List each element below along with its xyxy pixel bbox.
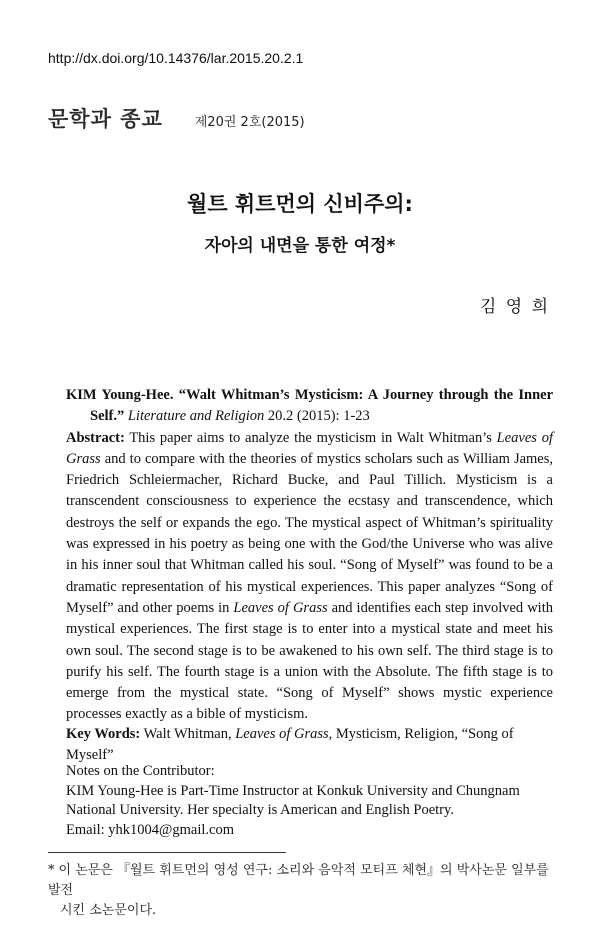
citation-title: “Walt Whitman’s Mysticism: A Journey through the Inner Self.” (90, 387, 554, 425)
contributor-heading: Notes on the Contributor: (66, 763, 215, 779)
contributor-line-2: National University. Her specialty is American and English Poetry. (66, 802, 454, 818)
contributor-notes (66, 762, 553, 840)
journal-header (48, 103, 305, 133)
keywords-part-2: , Mysticism, Religion, “Song of Myself” (66, 726, 514, 763)
abstract-italic-2: Leaves of Grass (233, 599, 328, 616)
doi-link[interactable]: http://dx.doi.org/10.14376/lar.2015.20.2.1 (48, 50, 304, 66)
citation-author: KIM Young-Hee. (66, 387, 174, 403)
journal-name: 문학과 종교 (48, 106, 163, 131)
footnote-divider (48, 852, 286, 853)
abstract-label: Abstract: (66, 429, 125, 446)
author-name: 김 영 희 (479, 297, 550, 317)
abstract-part-2: and to compare with the theories of mystics scholars such as William James, Friedrich Schleiermacher, Richard Bucke, and Paul Tillich. Mysticism is a transcendent consciousness to experience the ecstasy and transcendence, which destroys the self or expands the ego. The mystical aspect of Whitman’s spirituality was expressed in his poetry as being one with the God/the Universe who was alive in his inner soul that Whitman called his soul. “Song of Myself” was found to be a dramatic representation of his mystical experiences. This paper analyzes “Song of Myself” and other poems in (66, 450, 553, 616)
footnote-line-1 (48, 861, 558, 901)
footnote (48, 861, 558, 921)
journal-issue: 제20권 2호(2015) (194, 115, 305, 130)
keywords-part-1: Walt Whitman, (140, 726, 236, 742)
citation (66, 385, 553, 428)
abstract-part-1: This paper aims to analyze the mysticism in Walt Whitman’s (129, 429, 497, 446)
contributor-email[interactable]: Email: yhk1004@gmail.com (66, 821, 234, 838)
citation-journal: Literature and Religion (127, 408, 265, 425)
abstract-section (66, 385, 553, 726)
keywords-label: Key Words: (66, 726, 141, 742)
keywords (66, 724, 553, 766)
footnote-mark: * (48, 863, 55, 878)
keywords-italic: Leaves of Grass (235, 726, 329, 742)
abstract-text (66, 428, 553, 726)
contributor-line-1: KIM Young-Hee is Part-Time Instructor at Konkuk University and Chungnam (66, 782, 520, 799)
footnote-text-1: 이 논문은 『월트 휘트먼의 영성 연구: 소리와 음악적 모티프 체현』의 박사논문 일부를 발전 (48, 863, 549, 898)
abstract-italic-1: Leaves of Grass (66, 429, 553, 467)
citation-volume: 20.2 (2015): 1-23 (267, 408, 370, 425)
footnote-line-2: 시킨 소논문이다. (60, 903, 157, 918)
paper-subtitle: 자아의 내면을 통한 여정* (204, 236, 396, 256)
paper-title: 월트 휘트먼의 신비주의: (187, 192, 413, 216)
abstract-part-3: and identifies each step involved with mystical experiences. The first stage is to enter into a mystical state and meet his own soul. The second stage is to be awakened to his own self. The third stage is to purify his self. The fourth stage is a union with the Absolute. The fifth stage is to emerge from the mystical state. “Song of Myself” shows mystic experience processes exactly as a bible of mysticism. (66, 599, 553, 723)
